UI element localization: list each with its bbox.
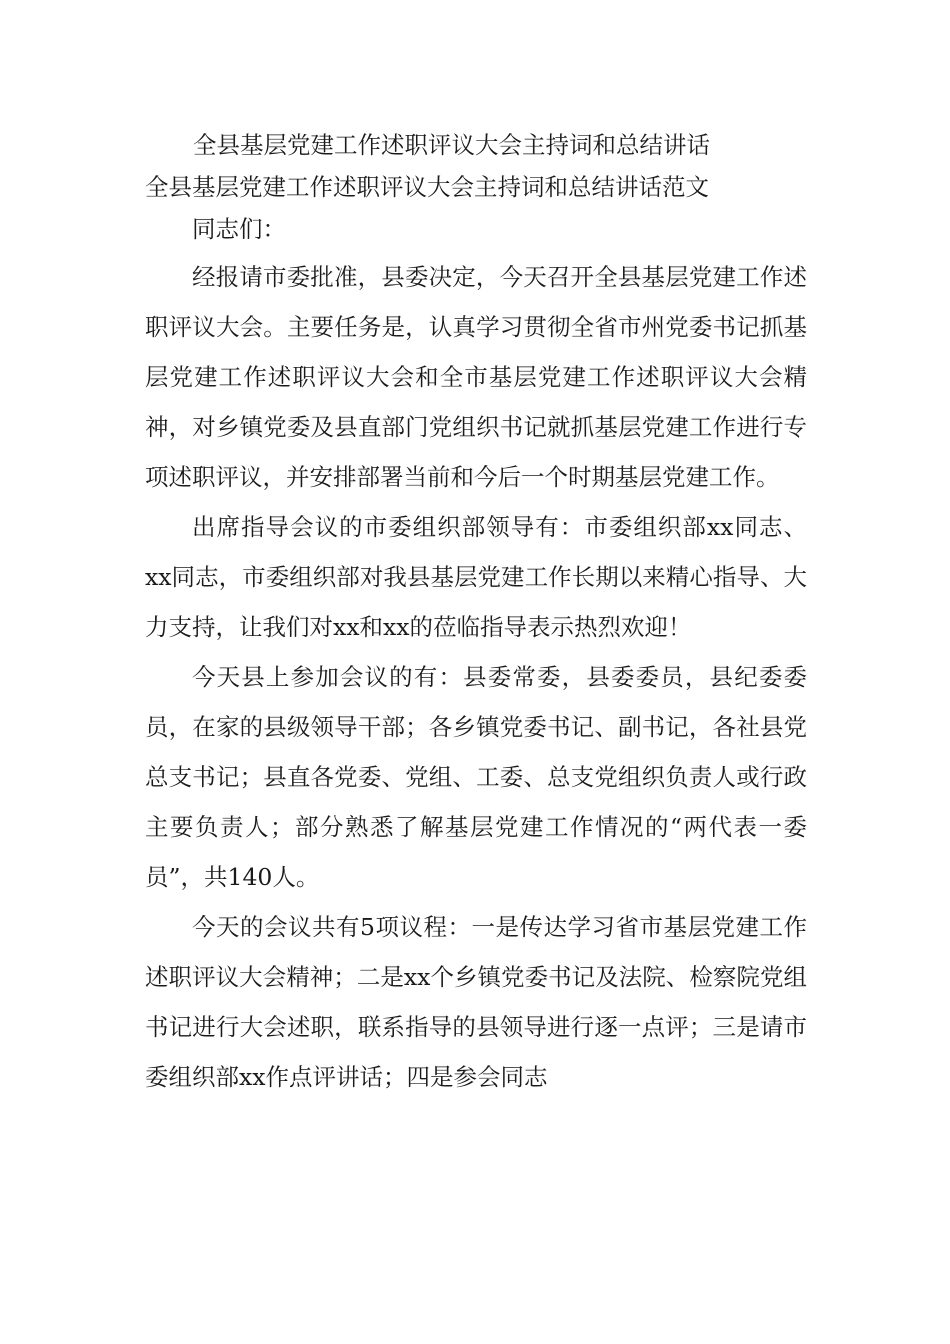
paragraph-2: 出席指导会议的市委组织部领导有：市委组织部xx同志、xx同志，市委组织部对我县基层党建工作长期以来精心指导、大力支持，让我们对xx和xx的莅临指导表示热烈欢迎！: [145, 513, 807, 641]
greeting: 同志们：: [192, 215, 286, 243]
document-body: [145, 130, 807, 1102]
spacer: [145, 244, 807, 252]
paragraph-3: 今天县上参加会议的有：县委常委，县委委员，县纪委委员，在家的县级领导干部；各乡镇党委书记、副书记，各社县党总支书记；县直各党委、党组、工委、总支党组织负责人或行政主要负责人；部分熟悉了解基层党建工作情况的“两代表一委员”，共140人。: [145, 663, 807, 891]
paragraph-4: 今天的会议共有5项议程：一是传达学习省市基层党建工作述职评议大会精神；二是xx个乡镇党委书记及法院、检察院党组书记进行大会述职，联系指导的县领导进行逐一点评；三是请市委组织部xx作点评讲话；四是参会同志: [145, 913, 807, 1091]
document-title: 全县基层党建工作述职评议大会主持词和总结讲话: [193, 131, 710, 159]
paragraph-1: 经报请市委批准，县委决定，今天召开全县基层党建工作述职评议大会。主要任务是，认真学习贯彻全省市州党委书记抓基层党建工作述职评议大会和全市基层党建工作述职评议大会精神，对乡镇党委及县直部门党组织书记就抓基层党建工作进行专项述职评议，并安排部署当前和今后一个时期基层党建工作。: [145, 263, 807, 491]
document-subtitle: 全县基层党建工作述职评议大会主持词和总结讲话范文: [145, 173, 709, 201]
